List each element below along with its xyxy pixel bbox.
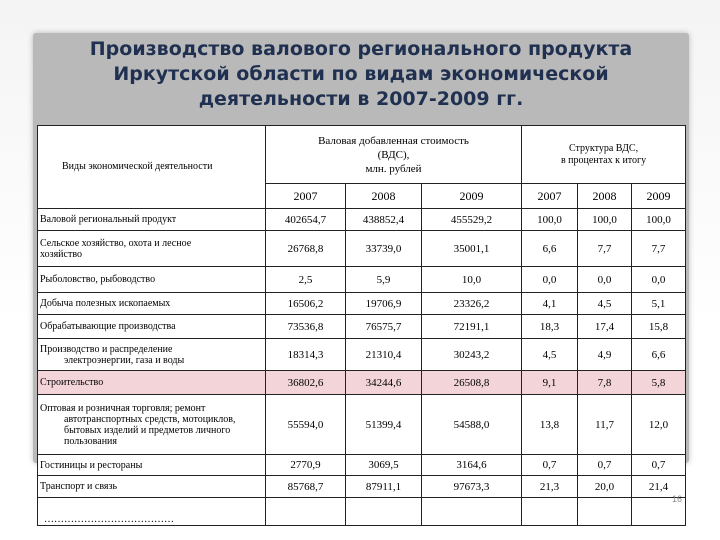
- title-line-2: Иркутской области по видам экономической: [113, 63, 609, 85]
- table-cell: 3069,5: [346, 455, 422, 476]
- table-cell: 0,0: [632, 267, 686, 293]
- table-cell: 21310,4: [346, 339, 422, 371]
- row-label: Гостиницы и рестораны: [38, 455, 266, 476]
- row-label: …………………………………: [38, 498, 266, 526]
- table-cell: 18314,3: [266, 339, 346, 371]
- table-cell: 36802,6: [266, 371, 346, 395]
- table-cell: 0,0: [522, 267, 578, 293]
- table-cell: 20,0: [578, 476, 632, 498]
- table-cell: 6,6: [522, 231, 578, 267]
- table-cell: 55594,0: [266, 395, 346, 455]
- row-label: Валовой региональный продукт: [38, 209, 266, 231]
- table-cell: 438852,4: [346, 209, 422, 231]
- table-cell: 21,3: [522, 476, 578, 498]
- table-cell: 7,7: [578, 231, 632, 267]
- table-cell: 4,5: [522, 339, 578, 371]
- table-cell: 35001,1: [422, 231, 522, 267]
- table-cell: 7,7: [632, 231, 686, 267]
- gva-table: [37, 125, 686, 526]
- table-row: [38, 476, 686, 498]
- table-cell: 17,4: [578, 315, 632, 339]
- table-cell: 3164,6: [422, 455, 522, 476]
- row-label: Транспорт и связь: [38, 476, 266, 498]
- table-cell: 19706,9: [346, 293, 422, 315]
- table-cell: 51399,4: [346, 395, 422, 455]
- table-cell: 100,0: [522, 209, 578, 231]
- table-cell: 11,7: [578, 395, 632, 455]
- table-cell: 402654,7: [266, 209, 346, 231]
- row-label: Обрабатывающие производства: [38, 315, 266, 339]
- table-row: [38, 293, 686, 315]
- table-cell: 54588,0: [422, 395, 522, 455]
- table-cell: 0,7: [522, 455, 578, 476]
- table-row: [38, 498, 686, 526]
- table-cell: 100,0: [632, 209, 686, 231]
- title-line-3: деятельности в 2007-2009 гг.: [198, 88, 524, 110]
- slide-title: [33, 37, 689, 112]
- row-label: Строительство: [38, 371, 266, 395]
- table-cell: 30243,2: [422, 339, 522, 371]
- table-cell: 15,8: [632, 315, 686, 339]
- table-cell: 73536,8: [266, 315, 346, 339]
- row-label: Оптовая и розничная торговля; ремонт автотранспортных средств, мотоциклов, бытовых изделий и предметов личного пользования: [38, 395, 266, 455]
- table-cell: 76575,7: [346, 315, 422, 339]
- table-cell: 85768,7: [266, 476, 346, 498]
- table-cell: 2770,9: [266, 455, 346, 476]
- year-2009-share: 2009: [632, 184, 686, 209]
- table-cell: 9,1: [522, 371, 578, 395]
- table-row: [38, 339, 686, 371]
- table-row: [38, 455, 686, 476]
- table-cell: 13,8: [522, 395, 578, 455]
- row-label: Рыболовство, рыбоводство: [38, 267, 266, 293]
- table-cell: 5,1: [632, 293, 686, 315]
- table-row: [38, 395, 686, 455]
- table-cell: 23326,2: [422, 293, 522, 315]
- table-cell: 4,5: [578, 293, 632, 315]
- title-line-1: Производство валового регионального продукта: [89, 38, 633, 60]
- table-cell: 0,0: [578, 267, 632, 293]
- table-row-highlighted: [38, 371, 686, 395]
- table-cell: 16506,2: [266, 293, 346, 315]
- table-row: [38, 231, 686, 267]
- year-2008-share: 2008: [578, 184, 632, 209]
- table-cell: 72191,1: [422, 315, 522, 339]
- year-2007-share: 2007: [522, 184, 578, 209]
- table-cell: [266, 498, 346, 526]
- table-row: [38, 315, 686, 339]
- table-cell: [346, 498, 422, 526]
- table-cell: 5,9: [346, 267, 422, 293]
- year-2007-gva: 2007: [266, 184, 346, 209]
- table-row: [38, 209, 686, 231]
- table-cell: 12,0: [632, 395, 686, 455]
- table-cell: 0,7: [578, 455, 632, 476]
- table-row: [38, 267, 686, 293]
- table-cell: 2,5: [266, 267, 346, 293]
- table-cell: 97673,3: [422, 476, 522, 498]
- table-cell: 6,6: [632, 339, 686, 371]
- table-cell: 21,4: [632, 476, 686, 498]
- page-number: 16: [672, 494, 683, 504]
- table-cell: [522, 498, 578, 526]
- year-2008-gva: 2008: [346, 184, 422, 209]
- row-label: Производство и распределение электроэнергии, газа и воды: [38, 339, 266, 371]
- table-cell: 26508,8: [422, 371, 522, 395]
- table-cell: 18,3: [522, 315, 578, 339]
- header-activity: Виды экономической деятельности: [38, 126, 266, 209]
- table-cell: 33739,0: [346, 231, 422, 267]
- table-cell: 455529,2: [422, 209, 522, 231]
- table-cell: 34244,6: [346, 371, 422, 395]
- table-cell: 100,0: [578, 209, 632, 231]
- table-cell: 4,1: [522, 293, 578, 315]
- table-cell: 4,9: [578, 339, 632, 371]
- header-gva: Валовая добавленная стоимость (ВДС), млн. рублей: [266, 126, 522, 184]
- table-cell: 87911,1: [346, 476, 422, 498]
- table-cell: 7,8: [578, 371, 632, 395]
- table-cell: 5,8: [632, 371, 686, 395]
- year-2009-gva: 2009: [422, 184, 522, 209]
- row-label: Сельское хозяйство, охота и лесное хозяйство: [38, 231, 266, 267]
- table-cell: 26768,8: [266, 231, 346, 267]
- table-cell: [422, 498, 522, 526]
- table-cell: 10,0: [422, 267, 522, 293]
- row-label: Добыча полезных ископаемых: [38, 293, 266, 315]
- table-cell: 0,7: [632, 455, 686, 476]
- header-structure: Структура ВДС, в процентах к итогу: [522, 126, 686, 184]
- table-cell: [578, 498, 632, 526]
